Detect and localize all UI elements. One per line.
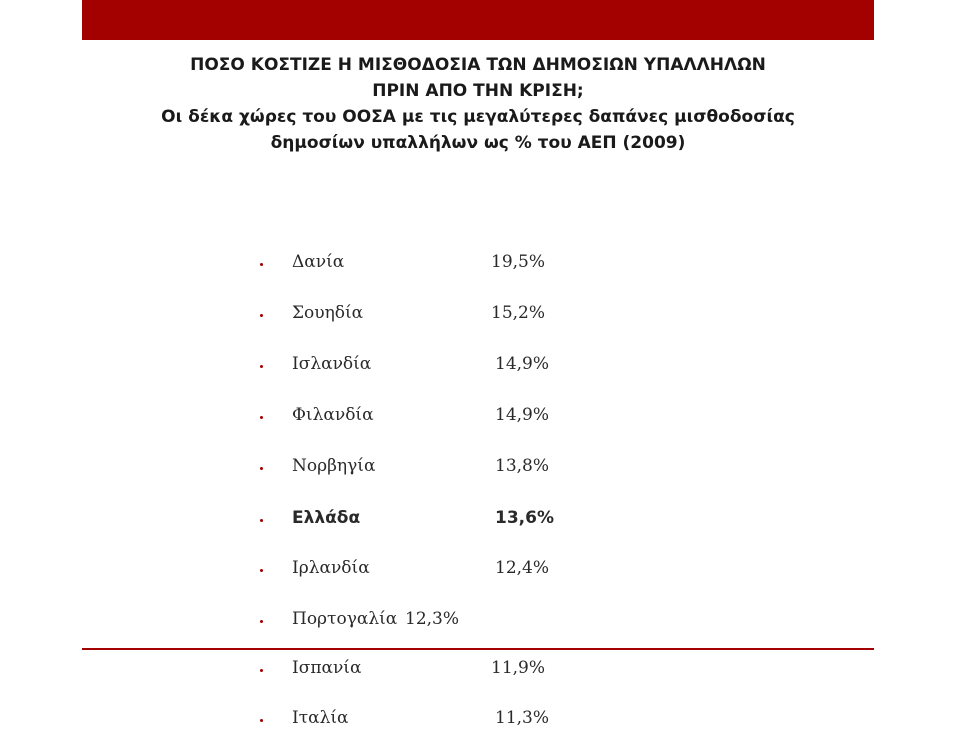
bullet-icon (260, 519, 263, 522)
country-name: Δανία (292, 252, 345, 272)
country-name: Ισλανδία (292, 354, 372, 374)
title-line-3: Οι δέκα χώρες του ΟΟΣΑ με τις μεγαλύτερες δαπάνες μισθοδοσίας (161, 107, 795, 127)
country-name: Ιρλανδία (292, 558, 370, 578)
country-name: Σουηδία (292, 303, 364, 323)
bullet-icon (260, 416, 263, 419)
bullet-icon (260, 263, 263, 266)
bullet-icon (260, 719, 263, 722)
title-line-1: ΠΟΣΟ ΚΟΣΤΙΖΕ Η ΜΙΣΘΟΔΟΣΙΑ ΤΩΝ ΔΗΜΟΣΙΩΝ ΥΠΑΛΛΗΛΩΝ (190, 55, 766, 75)
country-value: 19,5% (491, 252, 546, 272)
country-name: Ισπανία (292, 658, 362, 678)
country-value: 14,9% (495, 354, 550, 374)
country-name: Φιλανδία (292, 405, 374, 425)
bullet-icon (260, 669, 263, 672)
title-line-4: δημοσίων υπαλλήλων ως % του ΑΕΠ (2009) (270, 133, 686, 153)
country-value: 11,3% (495, 708, 550, 728)
country-name: Νορβηγία (292, 456, 376, 476)
country-name: Ελλάδα (292, 508, 361, 528)
country-value: 14,9% (495, 405, 550, 425)
bullet-icon (260, 569, 263, 572)
country-value: 11,9% (491, 658, 546, 678)
country-value: 15,2% (491, 303, 546, 323)
title-line-2: ΠΡΙΝ ΑΠΟ ΤΗΝ ΚΡΙΣΗ; (372, 81, 584, 101)
country-value: 12,4% (495, 558, 550, 578)
country-name: Πορτογαλία (292, 609, 398, 629)
bullet-icon (260, 467, 263, 470)
country-value: 13,8% (495, 456, 550, 476)
bullet-icon (260, 620, 263, 623)
bullet-icon (260, 314, 263, 317)
bullet-icon (260, 365, 263, 368)
country-name: Ιταλία (292, 708, 349, 728)
bottom-divider (82, 648, 874, 650)
country-value: 13,6% (495, 508, 554, 528)
country-value: 12,3% (405, 609, 460, 629)
